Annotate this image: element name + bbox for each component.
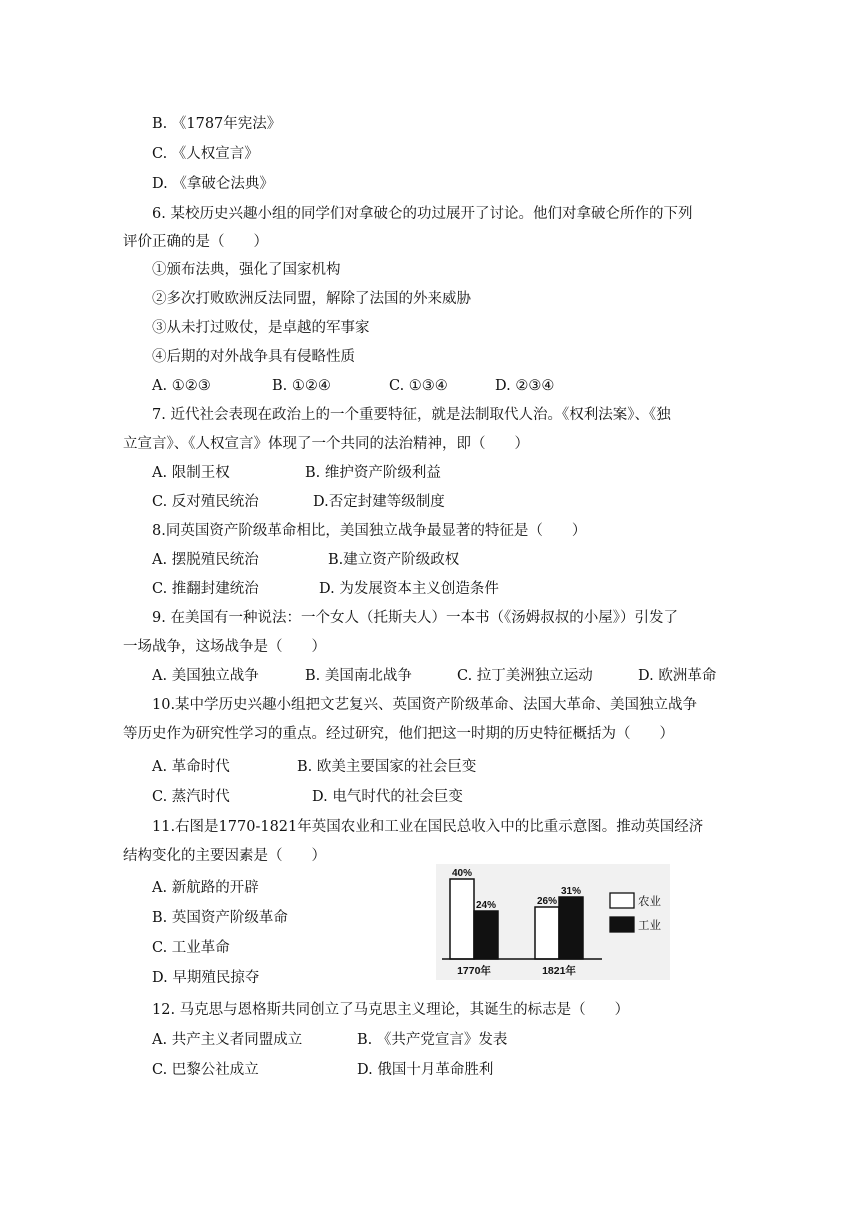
q11-option-a: A. 新航路的开辟 bbox=[152, 880, 259, 896]
q6-option-b: B. ①②④ bbox=[272, 378, 331, 394]
q6-statement-2: ②多次打败欧洲反法同盟，解除了法国的外来威胁 bbox=[152, 291, 471, 307]
bar-工业-1821年 bbox=[559, 897, 583, 959]
q10-option-d: D. 电气时代的社会巨变 bbox=[312, 789, 463, 805]
q11-stem-line2: 结构变化的主要因素是（ ） bbox=[123, 848, 326, 864]
q6-option-a: A. ①②③ bbox=[152, 378, 211, 394]
q12-option-d: D. 俄国十月革命胜利 bbox=[357, 1062, 494, 1078]
bar-农业-1770年 bbox=[450, 879, 474, 959]
q6-option-c: C. ①③④ bbox=[389, 378, 448, 394]
q11-option-b: B. 英国资产阶级革命 bbox=[152, 910, 288, 926]
q6-statement-4: ④后期的对外战争具有侵略性质 bbox=[152, 349, 355, 365]
q10-stem-line2: 等历史作为研究性学习的重点。经过研究，他们把这一时期的历史特征概括为（ ） bbox=[123, 726, 674, 742]
q8-stem: 8.同英国资产阶级革命相比，美国独立战争最显著的特征是（ ） bbox=[152, 523, 587, 539]
q8-option-b: B.建立资产阶级政权 bbox=[328, 552, 460, 568]
q9-option-d: D. 欧洲革命 bbox=[638, 668, 717, 684]
q7-option-b: B. 维护资产阶级利益 bbox=[305, 465, 441, 481]
bar-工业-1770年 bbox=[474, 911, 498, 959]
legend-label-农业: 农业 bbox=[638, 896, 661, 908]
q7-option-a: A. 限制王权 bbox=[152, 465, 230, 481]
q7-stem-line2: 立宣言》、《人权宣言》体现了一个共同的法治精神，即（ ） bbox=[123, 436, 529, 452]
q7-option-d: D.否定封建等级制度 bbox=[313, 494, 445, 510]
q8-option-a: A. 摆脱殖民统治 bbox=[152, 552, 259, 568]
q9-option-b: B. 美国南北战争 bbox=[305, 668, 412, 684]
data-label-工业-1770年: 24% bbox=[475, 900, 497, 911]
q6-option-d: D. ②③④ bbox=[495, 378, 555, 394]
q12-stem: 12. 马克思与恩格斯共同创立了马克思主义理论，其诞生的标志是（ ） bbox=[152, 1002, 630, 1018]
q9-stem-line2: 一场战争，这场战争是（ ） bbox=[123, 639, 326, 655]
data-label-工业-1821年: 31% bbox=[560, 886, 582, 897]
legend-swatch-工业 bbox=[610, 917, 634, 932]
q10-option-b: B. 欧美主要国家的社会巨变 bbox=[297, 759, 477, 775]
q6-statement-1: ①颁布法典，强化了国家机构 bbox=[152, 262, 341, 278]
q6-statement-3: ③从未打过败仗，是卓越的军事家 bbox=[152, 320, 370, 336]
q6-stem-line2: 评价正确的是（ ） bbox=[123, 234, 268, 250]
q11-option-d: D. 早期殖民掠夺 bbox=[152, 970, 260, 986]
data-label-农业-1821年: 26% bbox=[536, 896, 558, 907]
q5-option-d: D. 《拿破仑法典》 bbox=[152, 176, 274, 192]
q9-option-a: A. 美国独立战争 bbox=[152, 668, 259, 684]
q5-option-b: B. 《1787年宪法》 bbox=[152, 116, 282, 132]
q8-option-d: D. 为发展资本主义创造条件 bbox=[319, 581, 499, 597]
q10-option-a: A. 革命时代 bbox=[152, 759, 230, 775]
q5-option-c: C. 《人权宣言》 bbox=[152, 146, 259, 162]
q8-option-c: C. 推翻封建统治 bbox=[152, 581, 259, 597]
q10-stem-line1: 10.某中学历史兴趣小组把文艺复兴、英国资产阶级革命、法国大革命、美国独立战争 bbox=[152, 697, 698, 713]
legend-label-工业: 工业 bbox=[638, 920, 661, 932]
q12-option-b: B. 《共产党宣言》发表 bbox=[357, 1032, 508, 1048]
bar-农业-1821年 bbox=[535, 907, 559, 959]
q9-option-c: C. 拉丁美洲独立运动 bbox=[457, 668, 593, 684]
income-share-bar-chart bbox=[436, 864, 670, 980]
category-label-1821年: 1821年 bbox=[542, 965, 576, 977]
q12-option-a: A. 共产主义者同盟成立 bbox=[152, 1032, 303, 1048]
q11-option-c: C. 工业革命 bbox=[152, 940, 230, 956]
q9-stem-line1: 9. 在美国有一种说法：一个女人（托斯夫人）一本书（《汤姆叔叔的小屋》）引发了 bbox=[152, 610, 678, 626]
q6-stem-line1: 6. 某校历史兴趣小组的同学们对拿破仑的功过展开了讨论。他们对拿破仑所作的下列 bbox=[152, 206, 693, 222]
q11-stem-line1: 11.右图是1770-1821年英国农业和工业在国民总收入中的比重示意图。推动英国经济 bbox=[152, 819, 704, 835]
q7-option-c: C. 反对殖民统治 bbox=[152, 494, 259, 510]
legend-swatch-农业 bbox=[610, 893, 634, 908]
q12-option-c: C. 巴黎公社成立 bbox=[152, 1062, 259, 1078]
q10-option-c: C. 蒸汽时代 bbox=[152, 789, 230, 805]
category-label-1770年: 1770年 bbox=[457, 965, 491, 977]
data-label-农业-1770年: 40% bbox=[451, 868, 473, 879]
q7-stem-line1: 7. 近代社会表现在政治上的一个重要特征，就是法制取代人治。《权利法案》、《独 bbox=[152, 407, 671, 423]
